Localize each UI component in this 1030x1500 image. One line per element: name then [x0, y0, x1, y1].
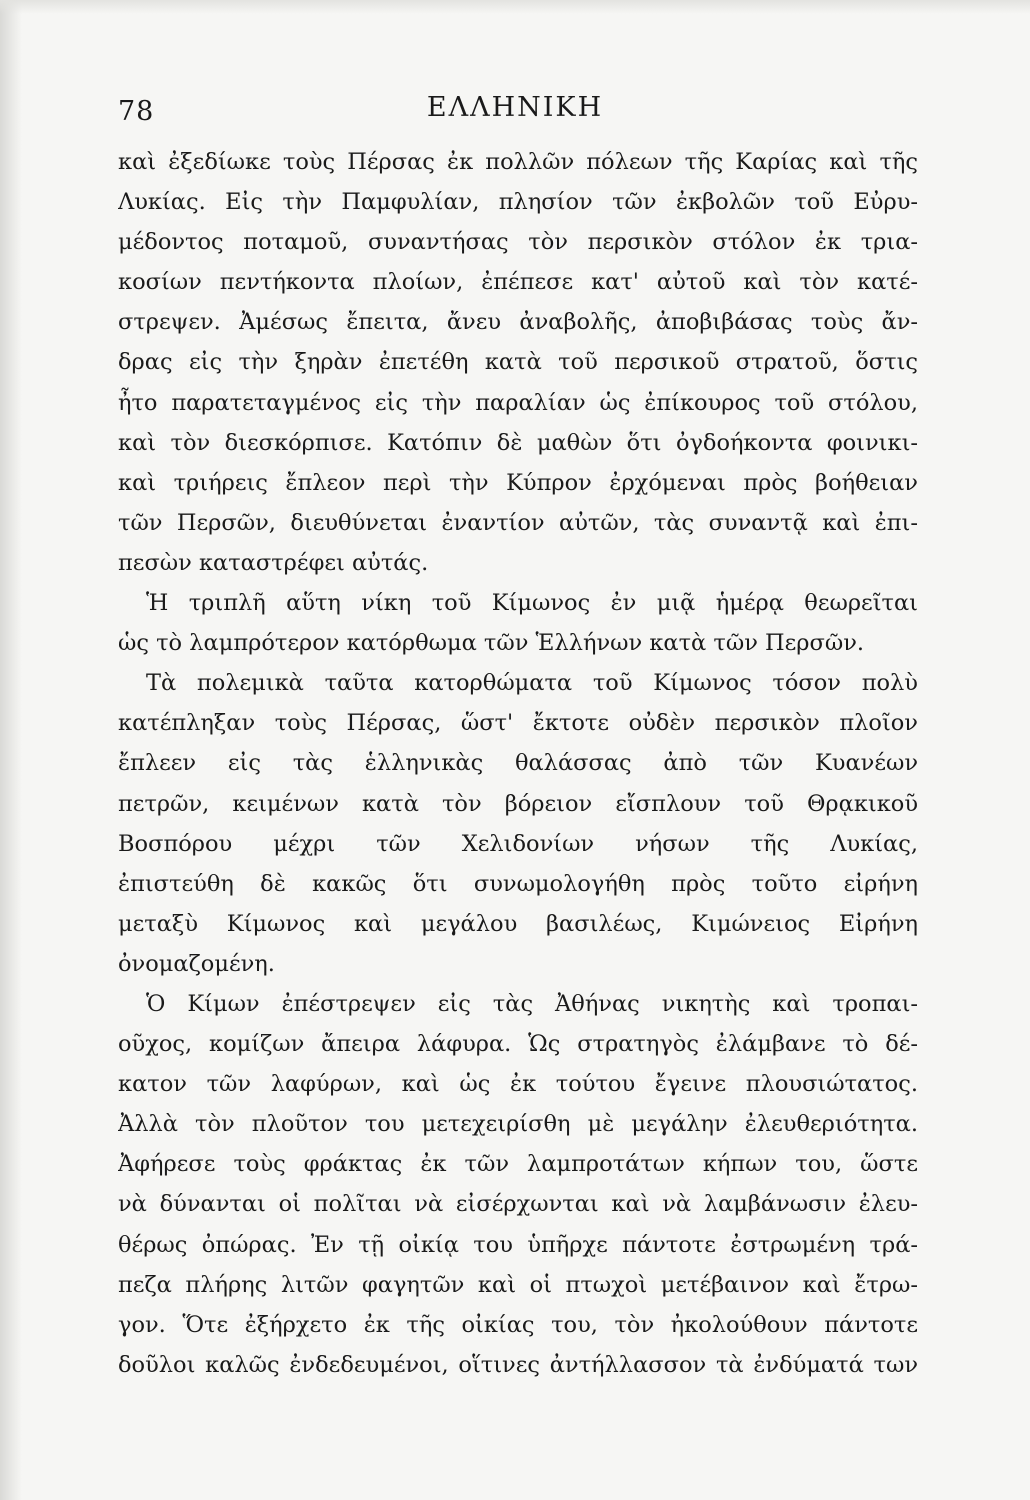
text-line: τῶν Περσῶν, διευθύνεται ἐναντίον αὐτῶν, τὰς συναντᾷ καὶ ἐπι- — [118, 509, 918, 536]
text-line: θέρως ὀπώρας. Ἐν τῇ οἰκίᾳ του ὑπῆρχε πάντοτε ἐστρωμένη τρά- — [118, 1231, 918, 1258]
text-line: στρεψεν. Ἀμέσως ἔπειτα, ἄνευ ἀναβολῆς, ἀποβιβάσας τοὺς ἄν- — [118, 309, 918, 336]
text-line: κατον τῶν λαφύρων, καὶ ὡς ἐκ τούτου ἔγεινε πλουσιώτατος. — [118, 1071, 918, 1098]
text-line: Ἡ τριπλῆ αὕτη νίκη τοῦ Κίμωνος ἐν μιᾷ ἡμέρᾳ θεωρεῖται — [146, 590, 918, 617]
text-line: καὶ ἐξεδίωκε τοὺς Πέρσας ἐκ πολλῶν πόλεων τῆς Καρίας καὶ τῆς — [118, 149, 918, 175]
text-line: πεσὼν καταστρέφει αὐτάς. — [118, 549, 429, 576]
text-line: γον. Ὅτε ἐξήρχετο ἐκ τῆς οἰκίας του, τὸν ἠκολούθουν πάντοτε — [118, 1311, 918, 1338]
text-line: κοσίων πεντήκοντα πλοίων, ἐπέπεσε κατ' αὐτοῦ καὶ τὸν κατέ- — [118, 269, 918, 296]
text-line: ἦτο παρατεταγμένος εἰς τὴν παραλίαν ὡς ἐπίκουρος τοῦ στόλου, — [118, 389, 918, 416]
text-line: ἐπιστεύθη δὲ κακῶς ὅτι συνωμολογήθη πρὸς τοῦτο εἰρήνη — [118, 870, 918, 897]
text-line: Βοσπόρου μέχρι τῶν Χελιδονίων νήσων τῆς Λυκίας, — [118, 830, 918, 857]
text-line: πεζα πλήρης λιτῶν φαγητῶν καὶ οἱ πτωχοὶ μετέβαινον καὶ ἔτρω- — [118, 1271, 918, 1298]
running-head: ΕΛΛΗΝΙΚΗ — [426, 92, 604, 123]
text-line: καὶ τὸν διεσκόρπισε. Κατόπιν δὲ μαθὼν ὅτι ὀγδοήκοντα φοινικι- — [118, 429, 918, 456]
scan-edge-shadow — [0, 0, 22, 1500]
text-line: μεταξὺ Κίμωνος καὶ μεγάλου βασιλέως, Κιμώνειος Εἰρήνη — [118, 910, 918, 937]
text-line: Ἀλλὰ τὸν πλοῦτον του μετεχειρίσθη μὲ μεγάλην ἐλευθεριότητα. — [118, 1111, 918, 1138]
text-line: ὀνομαζομένη. — [118, 950, 275, 977]
text-line: Τὰ πολεμικὰ ταῦτα κατορθώματα τοῦ Κίμωνος τόσον πολὺ — [146, 670, 918, 697]
body-text — [118, 142, 918, 1385]
text-line: κατέπληξαν τοὺς Πέρσας, ὥστ' ἔκτοτε οὐδὲν περσικὸν πλοῖον — [118, 710, 918, 737]
text-line: δοῦλοι καλῶς ἐνδεδευμένοι, οἵτινες ἀντήλλασσον τὰ ἐνδύματά των — [118, 1351, 918, 1378]
text-line: οῦχος, κομίζων ἄπειρα λάφυρα. Ὡς στρατηγὸς ἐλάμβανε τὸ δέ- — [118, 1031, 918, 1058]
text-line: δρας εἰς τὴν ξηρὰν ἐπετέθη κατὰ τοῦ περσικοῦ στρατοῦ, ὅστις — [118, 349, 918, 376]
text-line: καὶ τριήρεις ἔπλεον περὶ τὴν Κύπρον ἐρχόμεναι πρὸς βοήθειαν — [118, 469, 918, 496]
text-line: Ὁ Κίμων ἐπέστρεψεν εἰς τὰς Ἀθήνας νικητὴς καὶ τροπαι- — [146, 990, 918, 1017]
text-line: μέδοντος ποταμοῦ, συναντήσας τὸν περσικὸν στόλον ἐκ τρια- — [118, 229, 918, 256]
text-line: Λυκίας. Εἰς τὴν Παμφυλίαν, πλησίον τῶν ἐκβολῶν τοῦ Εὐρυ- — [118, 189, 918, 216]
text-line: Ἀφήρεσε τοὺς φράκτας ἐκ τῶν λαμπροτάτων κήπων του, ὥστε — [118, 1151, 918, 1178]
scan-top-shadow — [0, 0, 1030, 14]
text-line: ἔπλεεν εἰς τὰς ἑλληνικὰς θαλάσσας ἀπὸ τῶν Κυανέων — [118, 750, 918, 777]
page-number: 78 — [118, 96, 155, 127]
text-line: ὡς τὸ λαμπρότερον κατόρθωμα τῶν Ἑλλήνων κατὰ τῶν Περσῶν. — [118, 630, 865, 657]
text-line: νὰ δύνανται οἱ πολῖται νὰ εἰσέρχωνται καὶ νὰ λαμβάνωσιν ἐλευ- — [118, 1191, 918, 1218]
text-line: πετρῶν, κειμένων κατὰ τὸν βόρειον εἴσπλουν τοῦ Θρᾳκικοῦ — [118, 790, 918, 817]
